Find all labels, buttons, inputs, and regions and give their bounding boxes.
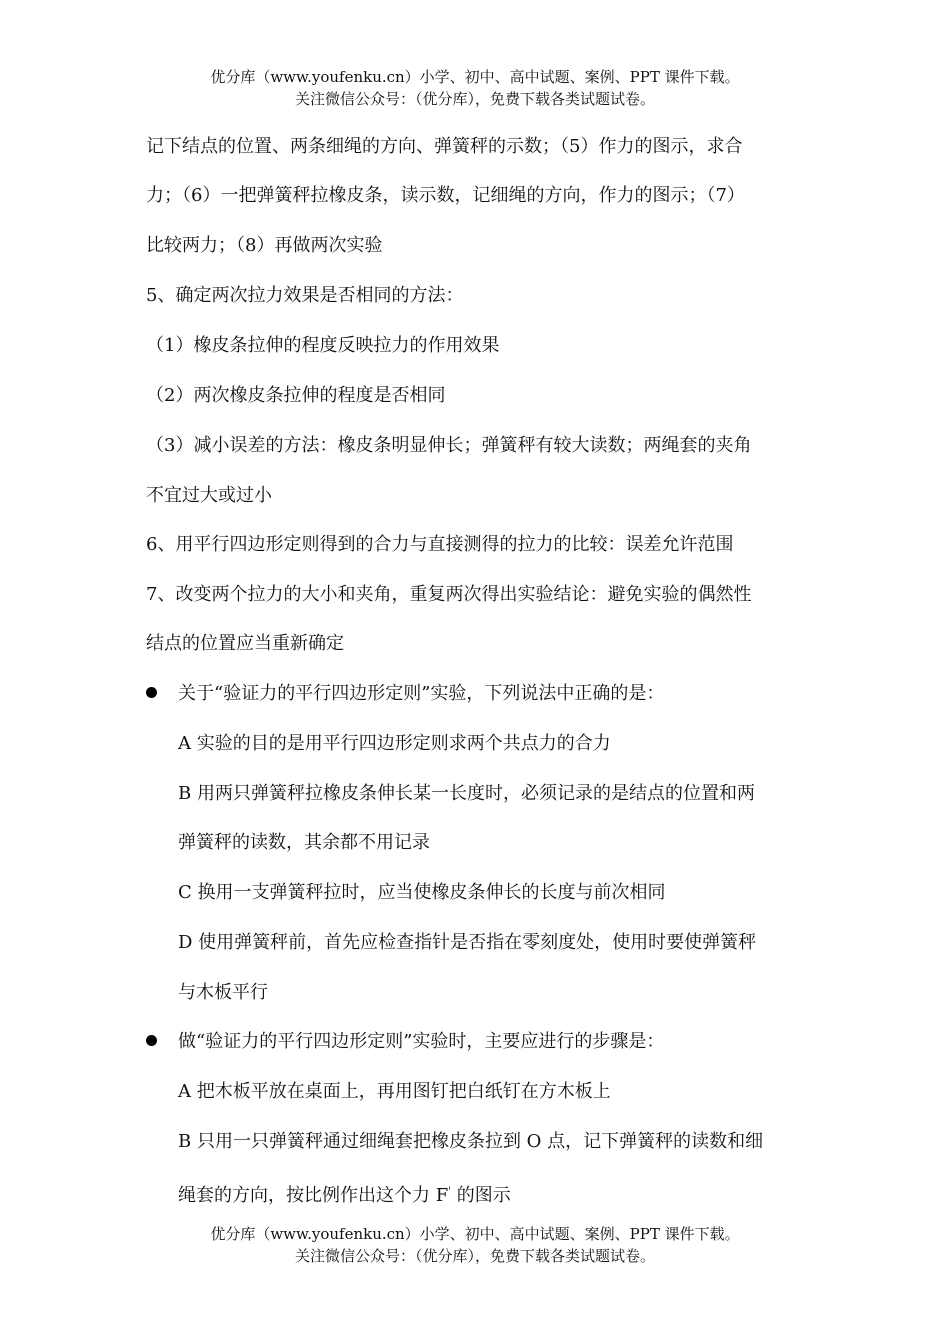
question-1-stem: 关于“验证力的平行四边形定则”实验，下列说法中正确的是： [178, 683, 665, 704]
section-7-cont: 结点的位置应当重新确定 [146, 633, 344, 654]
option-b-text-end: 的图示 [450, 1185, 511, 1206]
question-2-option-b: B 只用一只弹簧秤通过细绳套把橡皮条拉到 O 点，记下弹簧秤的读数和细 [178, 1131, 764, 1152]
question-1-option-d-cont: 与木板平行 [178, 982, 268, 1003]
header-line-1: 优分库（www.youfenku.cn）小学、初中、高中试题、案例、PPT 课件下载。 [210, 68, 740, 86]
question-2-stem: 做“验证力的平行四边形定则”实验时，主要应进行的步骤是： [178, 1031, 665, 1052]
question-1-option-a: A 实验的目的是用平行四边形定则求两个共点力的合力 [178, 733, 611, 754]
section-5-item-2: （2）两次橡皮条拉伸的程度是否相同 [146, 385, 446, 406]
page-header [0, 66, 950, 110]
question-1-option-b-cont: 弹簧秤的读数，其余都不用记录 [178, 832, 430, 853]
footer-line-1: 优分库（www.youfenku.cn）小学、初中、高中试题、案例、PPT 课件下载。 [210, 1225, 740, 1243]
prime-mark: ' [448, 1186, 451, 1197]
bullet-icon [146, 1035, 157, 1046]
section-5-item-1: （1）橡皮条拉伸的程度反映拉力的作用效果 [146, 335, 500, 356]
section-5-item-3: （3）减小误差的方法：橡皮条明显伸长；弹簧秤有较大读数；两绳套的夹角 [146, 435, 752, 456]
question-1-option-b: B 用两只弹簧秤拉橡皮条伸长某一长度时，必须记录的是结点的位置和两 [178, 783, 755, 804]
section-5-title: 5、确定两次拉力效果是否相同的方法： [146, 285, 464, 306]
page-footer [0, 1223, 950, 1267]
footer-line-2: 关注微信公众号：（优分库），免费下载各类试题试卷。 [294, 1247, 655, 1265]
question-1-option-d: D 使用弹簧秤前，首先应检查指针是否指在零刻度处，使用时要使弹簧秤 [178, 932, 757, 953]
bullet-icon [146, 687, 157, 698]
question-2-option-b-cont [178, 1180, 511, 1208]
section-5-item-3-cont: 不宜过大或过小 [146, 485, 272, 506]
section-7: 7、改变两个拉力的大小和夹角，重复两次得出实验结论：避免实验的偶然性 [146, 584, 752, 605]
paragraph-line: 比较两力；（8）再做两次实验 [146, 235, 383, 256]
header-line-2: 关注微信公众号：（优分库），免费下载各类试题试卷。 [294, 90, 655, 108]
paragraph-line: 记下结点的位置、两条细绳的方向、弹簧秤的示数；（5）作力的图示，求合 [146, 136, 743, 157]
option-b-text: 绳套的方向，按比例作出这个力 F [178, 1185, 449, 1206]
question-2-option-a: A 把木板平放在桌面上，再用图钉把白纸钉在方木板上 [178, 1081, 611, 1102]
section-6: 6、用平行四边形定则得到的合力与直接测得的拉力的比较：误差允许范围 [146, 534, 734, 555]
paragraph-line: 力；（6）一把弹簧秤拉橡皮条，读示数，记细绳的方向，作力的图示；（7） [146, 185, 745, 206]
question-1-option-c: C 换用一支弹簧秤拉时，应当使橡皮条伸长的长度与前次相同 [178, 882, 666, 903]
